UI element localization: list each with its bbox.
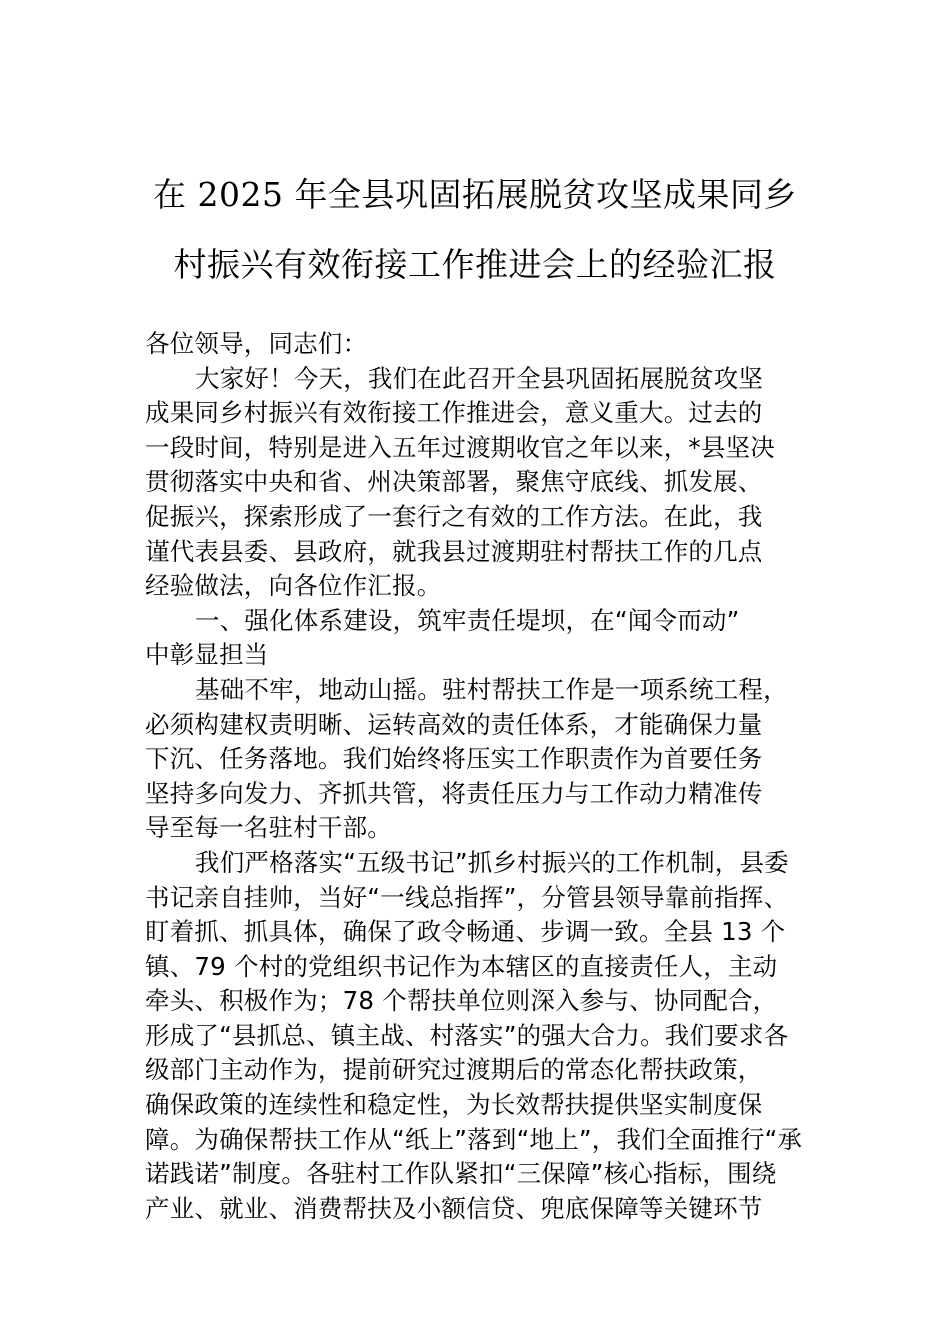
paragraph-line: 坚持多向发力、齐抓共管，将责任压力与工作动力精准传: [145, 778, 763, 808]
title-line-2: 村振兴有效衔接工作推进会上的经验汇报: [173, 245, 777, 284]
section-heading-line: 一、强化体系建设，筑牢责任堤坝，在“闻令而动”: [195, 605, 740, 635]
paragraph-line: 级部门主动作为，提前研究过渡期后的常态化帮扶政策，: [145, 1055, 763, 1085]
salutation: 各位领导，同志们：: [145, 329, 368, 358]
paragraph-line: 产业、就业、消费帮扶及小额信贷、兜底保障等关键环节: [145, 1193, 763, 1223]
document-body: [145, 327, 810, 1226]
paragraph-line: 大家好！今天，我们在此召开全县巩固拓展脱贫攻坚: [195, 363, 764, 393]
paragraph-line: 下沉、任务落地。我们始终将压实工作职责作为首要任务: [145, 744, 763, 774]
paragraph-line: 诺践诺”制度。各驻村工作队紧扣“三保障”核心指标，围绕: [145, 1159, 777, 1189]
paragraph-line: 形成了“县抓总、镇主战、村落实”的强大合力。我们要求各: [145, 1020, 789, 1050]
document-title: [140, 160, 810, 300]
paragraph-line: 一段时间，特别是进入五年过渡期收官之年以来，*县坚决: [145, 432, 775, 462]
paragraph-line: 经验做法，向各位作汇报。: [145, 571, 442, 601]
paragraph-line: 谨代表县委、县政府，就我县过渡期驻村帮扶工作的几点: [145, 536, 763, 566]
section-heading-line: 中彰显担当: [145, 640, 269, 670]
paragraph-line: 贯彻落实中央和省、州决策部署，聚焦守底线、抓发展、: [145, 467, 763, 497]
paragraph-line: 促振兴，探索形成了一套行之有效的工作方法。在此，我: [145, 501, 763, 531]
title-line-1: 在 2025 年全县巩固拓展脱贫攻坚成果同乡: [153, 175, 797, 214]
paragraph-line: 我们严格落实“五级书记”抓乡村振兴的工作机制，县委: [195, 847, 789, 877]
paragraph-line: 成果同乡村振兴有效衔接工作推进会，意义重大。过去的: [145, 398, 763, 428]
paragraph-line: 盯着抓、抓具体，确保了政令畅通、步调一致。全县 13 个: [145, 917, 786, 947]
paragraph-line: 必须构建权责明晰、运转高效的责任体系，才能确保力量: [145, 709, 763, 739]
paragraph-line: 确保政策的连续性和稳定性，为长效帮扶提供坚实制度保: [145, 1090, 763, 1120]
paragraph-line: 牵头、积极作为；78 个帮扶单位则深入参与、协同配合，: [145, 986, 778, 1016]
paragraph-line: 基础不牢，地动山摇。驻村帮扶工作是一项系统工程，: [195, 674, 788, 704]
paragraph-line: 书记亲自挂帅，当好“一线总指挥”，分管县领导靠前指挥、: [145, 882, 789, 912]
paragraph-line: 导至每一名驻村干部。: [145, 813, 392, 843]
paragraph-line: 障。为确保帮扶工作从“纸上”落到“地上”，我们全面推行“承: [145, 1124, 803, 1154]
paragraph-line: 镇、79 个村的党组织书记作为本辖区的直接责任人，主动: [145, 951, 778, 981]
